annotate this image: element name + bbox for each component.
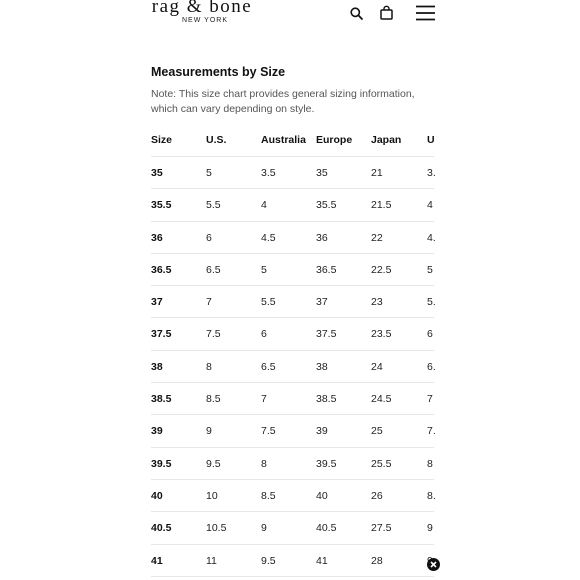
table-cell: 24.5 — [371, 393, 392, 406]
table-cell: 10.5 — [206, 522, 227, 535]
size-cell: 40.5 — [151, 522, 172, 535]
size-cell: 39 — [151, 425, 163, 438]
size-cell: 37.5 — [151, 328, 172, 341]
site-header — [0, 0, 580, 40]
table-cell: 8 — [261, 457, 267, 470]
table-cell: 41 — [316, 554, 328, 567]
table-cell: 38 — [316, 360, 328, 373]
size-cell: 36 — [151, 231, 163, 244]
table-cell: 6 — [261, 328, 267, 341]
search-icon[interactable] — [350, 7, 363, 20]
table-cell: 9 — [261, 522, 267, 535]
table-cell: 35.5 — [316, 199, 337, 212]
size-cell: 39.5 — [151, 457, 172, 470]
brand-logo[interactable] — [147, 0, 257, 25]
table-cell: 9.5 — [206, 457, 221, 470]
table-cell: 8 — [206, 360, 212, 373]
table-cell: 40 — [316, 489, 328, 502]
size-note: Note: This size chart provides general sizing information, which can vary depending on style. — [151, 88, 415, 115]
table-cell: 23.5 — [371, 328, 392, 341]
table-cell: 3.5 — [261, 167, 276, 179]
table-body — [151, 157, 434, 577]
table-cell: 35 — [316, 167, 328, 179]
table-cell: 3. — [427, 167, 436, 179]
table-cell: 5 — [206, 167, 212, 179]
table-row — [151, 512, 434, 544]
table-cell: 6 — [427, 328, 433, 341]
table-cell: 6. — [427, 360, 436, 373]
table-cell: 8. — [427, 489, 436, 502]
table-cell: 5.5 — [206, 199, 221, 212]
table-cell: 6 — [206, 231, 212, 244]
table-cell: 22 — [371, 231, 383, 244]
close-icon — [427, 558, 440, 571]
page-title: Measurements by Size — [151, 65, 286, 79]
brand-subtitle: NEW YORK — [182, 17, 228, 24]
column-header: Australia — [261, 134, 306, 146]
size-chart-table — [151, 124, 434, 580]
table-cell: 36.5 — [316, 263, 337, 276]
table-cell: 28 — [371, 554, 383, 567]
table-row — [151, 351, 434, 383]
table-cell: 22.5 — [371, 263, 392, 276]
table-cell: 21.5 — [371, 199, 392, 212]
table-cell: 38.5 — [316, 393, 337, 406]
table-cell: 4 — [427, 199, 433, 212]
table-cell: 40.5 — [316, 522, 337, 535]
brand-name: rag & bone — [151, 0, 253, 17]
table-cell: 5 — [261, 263, 267, 276]
table-cell: 24 — [371, 360, 383, 373]
table-cell: 27.5 — [371, 522, 392, 535]
table-cell: 26 — [371, 489, 383, 502]
table-cell: 5 — [427, 263, 433, 276]
shopping-bag-icon[interactable] — [380, 6, 393, 20]
table-cell: 25.5 — [371, 457, 392, 470]
table-cell: 5.5 — [261, 296, 276, 309]
table-cell: 37 — [316, 296, 328, 309]
table-cell: 7.5 — [206, 328, 221, 341]
table-row — [151, 286, 434, 318]
column-header: U — [427, 134, 435, 146]
size-cell: 35 — [151, 167, 163, 179]
column-header: Japan — [371, 134, 402, 146]
table-cell: 7.5 — [261, 425, 276, 438]
size-cell: 41 — [151, 554, 163, 567]
table-cell: 8.5 — [206, 393, 221, 406]
table-cell: 7 — [427, 393, 433, 406]
hamburger-menu-icon[interactable] — [416, 5, 435, 21]
column-header: U.S. — [206, 134, 227, 146]
table-row — [151, 318, 434, 350]
table-row — [151, 157, 434, 189]
column-header: Europe — [316, 134, 353, 146]
table-cell: 7 — [261, 393, 267, 406]
table-cell: 25 — [371, 425, 383, 438]
table-row — [151, 545, 434, 577]
table-row — [151, 415, 434, 447]
column-header: Size — [151, 134, 173, 146]
table-row — [151, 480, 434, 512]
size-cell: 38.5 — [151, 393, 172, 406]
table-cell: 7 — [206, 296, 212, 309]
table-row — [151, 189, 434, 221]
table-cell: 36 — [316, 231, 328, 244]
table-header-row — [151, 124, 434, 157]
table-cell: 5. — [427, 296, 436, 309]
table-cell: 8.5 — [261, 489, 276, 502]
table-cell: 23 — [371, 296, 383, 309]
table-cell: 11 — [206, 554, 217, 567]
table-cell: 6.5 — [206, 263, 221, 276]
table-cell: 4.5 — [261, 231, 276, 244]
size-cell: 38 — [151, 360, 163, 373]
close-button[interactable] — [427, 558, 440, 571]
table-row — [151, 222, 434, 254]
table-cell: 6.5 — [261, 360, 276, 373]
size-cell: 40 — [151, 489, 163, 502]
table-cell: 4 — [261, 199, 267, 212]
table-row — [151, 254, 434, 286]
table-cell: 39.5 — [316, 457, 337, 470]
table-cell: 7. — [427, 425, 436, 438]
size-cell: 36.5 — [151, 263, 172, 276]
table-row — [151, 448, 434, 480]
table-cell: 10 — [206, 489, 218, 502]
table-cell: 4. — [427, 231, 436, 244]
table-cell: 21 — [371, 167, 383, 179]
table-cell: 9 — [427, 522, 433, 535]
table-cell: 9 — [206, 425, 212, 438]
table-row — [151, 383, 434, 415]
table-cell: 39 — [316, 425, 328, 438]
table-cell: 9.5 — [261, 554, 276, 567]
size-cell: 37 — [151, 296, 163, 309]
size-cell: 35.5 — [151, 199, 172, 212]
table-cell: 37.5 — [316, 328, 337, 341]
table-cell: 8 — [427, 457, 433, 470]
